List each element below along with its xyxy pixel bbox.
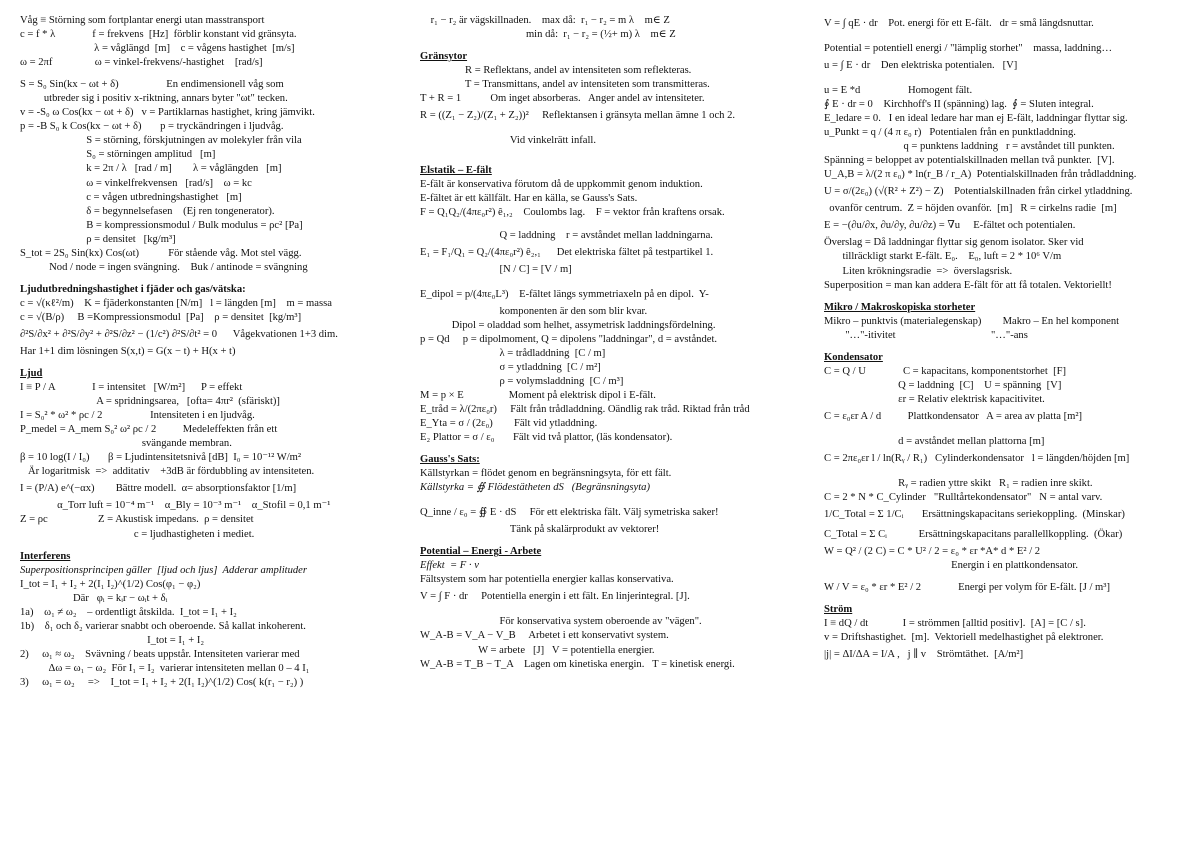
text-line: I ≡ dQ / dt I = strömmen [alltid positiv]. [A] = [C / s]. [824, 618, 1086, 630]
spacer [420, 148, 790, 156]
text-line: u = E *d Homogent fält. [824, 85, 973, 97]
text-line: c = √(B/ρ) B =Kompressionsmodul [Pa] ρ = densitet [kg/m³] [20, 311, 302, 323]
spacer [824, 573, 1196, 581]
text-line: σ = ytladdning [C / m²] [420, 361, 601, 373]
section-heading: Mikro / Makroskopiska storheter [824, 301, 976, 313]
text-line: Är logaritmisk => additativ +3dB är fördubbling av intensiteten. [20, 466, 315, 478]
text-line: c = √(κℓ²/m) K = fjäderkonstanten [N/m] l = längden [m] m = massa [20, 297, 332, 309]
spacer [420, 495, 790, 503]
text-line: T + R = 1 Om inget absorberas. Anger andel av intensiteter. [420, 93, 705, 105]
text-line: B = kompressionsmodul / Bulk modulus = ρc² [Pa] [20, 219, 303, 231]
text-line: E_Yta = σ / (2ε₀) Fält vid ytladdning. [420, 417, 598, 429]
text-line: Där φᵢ = kᵢr − ωᵢt + δᵢ [20, 592, 168, 604]
spacer [420, 156, 790, 164]
text-line: V = ∫ F · dr Potentiella energin i ett fält. En linjerintegral. [J]. [420, 591, 690, 603]
spacer [420, 445, 790, 453]
spacer [20, 359, 395, 367]
text-line: ω = vinkelfrekvensen [rad/s] ω = kc [20, 177, 252, 189]
text-line: S = störning, förskjutningen av molekyler från vila [20, 135, 302, 147]
text-line: v = Driftshastighet. [m]. Vektoriell medelhastighet på elektroner. [824, 632, 1104, 644]
text-line: ω = 2πf ω = vinkel-frekvens/-hastighet [rad/s] [20, 57, 263, 69]
text-line: E_dipol = p/(4πε₀L³) E-fältet längs symmetriaxeln på en dipol. Y- [420, 288, 709, 300]
text-line: Q = laddning [C] U = spänning [V] [824, 379, 1062, 391]
text-line: q = punktens laddning r = avståndet till punkten. [824, 141, 1115, 153]
text-line: E-fält är konservativa förutom då de uppkommit genom induktion. [420, 179, 703, 191]
text-line: Mikro – punktvis (materialegenskap) Makro – En hel komponent [824, 315, 1120, 327]
text-line: k = 2π / λ [rad / m] λ = våglängden [m] [20, 163, 282, 175]
text-line: p = -B S₀ k Cos(kx − ωt + δ) p = tryckändringen i ljudvåg. [20, 121, 284, 133]
text-line: I_tot = I₁ + I₂ [20, 634, 205, 646]
text-line: Ljudutbredningshastighet i fjäder och gas/vätska: [20, 283, 246, 295]
text-line: R = ((Z₁ − Z₂)/(Z₁ + Z₂))² Reflektansen i gränsyta mellan ämne 1 och 2. [420, 110, 736, 122]
text-line: Har 1+1 dim lösningen S(x,t) = G(x − t) + H(x + t) [20, 345, 236, 357]
spacer [20, 70, 395, 78]
section-heading: Ljud [20, 368, 43, 380]
text-line: F = Q₁Q₂/(4πε₀r²) ê₁,₂ Coulombs lag. F = vektor från kraftens orsak. [420, 207, 725, 219]
spacer [420, 221, 790, 229]
text-line: W = arbete [J] V = potentiella energier. [420, 644, 655, 656]
text-line: ∂²S/∂x² + ∂²S/∂y² + ∂²S/∂z² − (1/c²) ∂²S/∂t² = 0 Vågekvationen 1+3 dim. [20, 328, 338, 340]
text-line: ∮ E · dr = 0 Kirchhoff's II (spänning) lag. ∮ = Sluten integral. [824, 99, 1094, 111]
spacer [824, 427, 1196, 435]
spacer [824, 595, 1196, 603]
text-line: tillräckligt starkt E-fält. E₀. E₀, luft = 2 * 10⁶ V/m [824, 251, 1062, 263]
spacer [420, 42, 790, 50]
text-line: Nod / node = ingen svängning. Buk / antinode = svängning [20, 261, 308, 273]
text-line: W = Q² / (2 C) = C * U² / 2 = ε₀ * εr *A* d * E² / 2 [824, 546, 1041, 558]
text-line: δ = begynnelsefasen (Ej ren tongenerator). [20, 205, 275, 217]
spacer [824, 76, 1196, 84]
text-line: U_A,B = λ/(2 π ε₀) * ln(r_B / r_A) Potentialskillnaden från trådladdning. [824, 169, 1137, 181]
text-line: W / V = ε₀ * εr * E² / 2 Energi per volym för E-fält. [J / m³] [824, 582, 1110, 594]
text-line: ovanför centrum. Z = höjden ovanför. [m] R = cirkelns radie [m] [824, 203, 1117, 215]
text-line: Källstyrka = ∯ Flödestätheten dS (Begränsningsyta) [420, 482, 651, 494]
text-line: R = Reflektans, andel av intensiteten som reflekteras. [420, 65, 692, 77]
text-line: P_medel = A_mem S₀² ω² ρc / 2 Medeleffekten från ett [20, 424, 278, 436]
text-line: U = σ/(2ε₀) (√(R² + Z²) − Z) Potentialskillnaden från cirkel ytladdning. [824, 186, 1133, 198]
text-line: V = ∫ qE · dr Pot. energi för ett E-fält. dr = små längdsnuttar. [824, 18, 1094, 29]
text-line: E₁ = F₁/Q₁ = Q₂/(4πε₀r²) ê₂,₁ Det elektriska fältet på testpartikel 1. [420, 246, 714, 258]
text-line: Dipol = oladdad som helhet, assymetrisk laddningsfördelning. [420, 319, 716, 331]
text-line: Våg ≡ Störning som fortplantar energi utan masstransport [20, 15, 265, 26]
text-line: v = -S₀ ω Cos(kx − ωt + δ) v = Partiklarnas hastighet, kring jämvikt. [20, 107, 315, 119]
column-left [20, 14, 395, 690]
section-heading: Gränsytor [420, 51, 468, 63]
section-heading: Ström [824, 604, 853, 616]
text-line: E_ledare = 0. I en ideal ledare har man ej E-fält, laddningar flyttar sig. [824, 113, 1128, 125]
text-line: Källstyrkan = flödet genom en begränsningsyta, för ett fält. [420, 468, 672, 480]
text-line: β = 10 log(I / I₀) β = Ljudintensitetsnivå [dB] I₀ = 10⁻¹² W/m² [20, 452, 302, 464]
text-line: [N / C] = [V / m] [420, 263, 572, 275]
spacer [420, 607, 790, 615]
text-line: C = 2πε₀εr l / ln(Rᵧ / R₁) Cylinderkondensator l = längden/höjden [m] [824, 452, 1130, 464]
text-line: c = ljudhastigheten i mediet. [20, 528, 255, 540]
column-middle [420, 14, 790, 672]
text-line: Liten krökningsradie => överslagsrisk. [824, 265, 1013, 277]
text-line: M = p × E Moment på elektrisk dipol i E-fält. [420, 389, 656, 401]
text-line: λ = våglängd [m] c = vågens hastighet [m/s] [20, 43, 295, 55]
text-line: komponenten är den som blir kvar. [420, 305, 648, 317]
spacer [420, 537, 790, 545]
text-line: C = 2 * N * C_Cylinder "Rulltårtekondensator" N = antal varv. [824, 492, 1103, 504]
column-right [824, 14, 1196, 665]
text-line: T = Transmittans, andel av intensiteten som transmitteras. [420, 79, 710, 91]
text-line: Superposition = man kan addera E-fält för att få totalen. Vektoriellt! [824, 279, 1112, 291]
text-line: u = ∫ E · dr Den elektriska potentialen. [V] [824, 60, 1018, 72]
text-line: S₀ = störningen amplitud [m] [20, 149, 216, 161]
text-line: S = S₀ Sin(kx − ωt + δ) En endimensionell våg som [20, 79, 284, 91]
text-line: ρ = volymsladdning [C / m³] [420, 375, 624, 387]
text-line: λ = trådladdning [C / m] [420, 347, 606, 359]
text-line: A = spridningsarea, [ofta= 4πr² (sfäriskt)] [20, 396, 280, 408]
text-line: S_tot = 2S₀ Sin(kx) Cos(ωt) För stående våg. Mot stel vägg. [20, 247, 302, 259]
text-line: C = Q / U C = kapacitans, komponentstorhet [F] [824, 365, 1067, 377]
text-line: εr = Relativ elektrisk kapacitivitet. [824, 393, 1045, 405]
text-line: Överslag = Då laddningar flyttar sig genom isolator. Sker vid [824, 237, 1084, 249]
text-line: Tänk på skalärprodukt av vektorer! [420, 524, 660, 536]
text-line: C_Total = Σ Cᵢ Ersättningskapacitans parallellkoppling. (Ökar) [824, 529, 1123, 541]
text-line: E₂ Plattor = σ / ε₀ Fält vid två plattor, (läs kondensator). [420, 432, 673, 444]
text-line: Δω = ω₁ − ω₂ För I₁ = I₂ varierar intensiteten mellan 0 – 4 I₁ [20, 662, 310, 674]
text-line: svängande membran. [20, 438, 232, 450]
spacer [824, 469, 1196, 477]
spacer [824, 293, 1196, 301]
text-line: p = Qd p = dipolmoment, Q = dipolens "laddningar", d = avståndet. [420, 333, 718, 345]
text-line: r₁ − r₂ är vägskillnaden. max då: r₁ − r₂ = m λ m∈ Z [420, 15, 670, 26]
spacer [20, 275, 395, 283]
text-line: Spänning = beloppet av potentialskillnaden mellan två punkter. [V]. [824, 155, 1115, 167]
text-line: 1a) ω₁ ≠ ω₂ – ordentligt åtskilda. I_tot = I₁ + I₂ [20, 606, 237, 618]
section-heading: Gauss's Sats: [420, 454, 480, 466]
text-line: c = vågen utbredningshastighet [m] [20, 191, 242, 203]
text-line: 1b) δ₁ och δ₂ varierar snabbt och oberoende. Så kallat inkoherent. [20, 620, 306, 632]
text-line: Energin i en plattkondensator. [824, 560, 1079, 572]
text-line: I = (P/A) e^(−αx) Bättre modell. α= absorptionsfaktor [1/m] [20, 483, 297, 495]
text-line: E = −(∂u/∂x, ∂u/∂y, ∂u/∂z) = ∇u E-fältet och potentialen. [824, 220, 1076, 232]
text-line: Effekt = F · v [420, 560, 479, 572]
text-line: u_Punkt = q / (4 π ε₀ r) Potentialen från en punktladdning. [824, 127, 1076, 139]
text-line: C = ε₀εr A / d Plattkondensator A = area av platta [m²] [824, 410, 1083, 422]
spacer [420, 277, 790, 285]
text-line: 2) ω₁ ≈ ω₂ Svävning / beats uppstår. Intensiteten varierar med [20, 648, 300, 660]
text-line: Q = laddning r = avståndet mellan laddningarna. [420, 229, 713, 241]
spacer [20, 542, 395, 550]
section-heading: Elstatik – E-fält [420, 165, 492, 177]
text-line: c = f * λ f = frekvens [Hz] förblir konstant vid gränsyta. [20, 29, 297, 41]
text-line: Q_inne / ε₀ = ∯ E · dS För ett elektriska fält. Välj symetriska saker! [420, 507, 719, 519]
text-line: α_Torr luft = 10⁻⁴ m⁻¹ α_Bly = 10⁻³ m⁻¹ α_Stofil = 0,1 m⁻¹ [20, 500, 331, 512]
spacer [420, 126, 790, 134]
text-line: Vid vinkelrätt infall. [420, 135, 597, 147]
text-line: Superpositionsprincipen gäller [ljud och ljus] Adderar amplituder [20, 564, 308, 576]
section-heading: Kondensator [824, 351, 883, 363]
text-line: "…"-itivitet "…"-ans [824, 329, 1028, 341]
text-line: min då: r₁ − r₂ = (½+ m) λ m∈ Z [420, 29, 676, 41]
text-line: E_tråd = λ/(2πε₀r) Fält från trådladdning. Oändlig rak tråd. Riktad från tråd [420, 403, 750, 415]
text-line: I_tot = I₁ + I₂ + 2(I₁ I₂)^(1/2) Cos(φ₁ − φ₂) [20, 578, 201, 590]
text-line: För konservativa system oberoende av "vägen". [420, 616, 702, 628]
section-heading: Interferens [20, 550, 71, 562]
text-line: Rᵧ = radien yttre skikt R₁ = radien inre skikt. [824, 477, 1093, 489]
text-line: I = S₀² * ω² * ρc / 2 Intensiteten i en ljudvåg. [20, 410, 255, 422]
text-line: |j| = ΔI/ΔA = I/A , j ∥ v Strömtäthet. [A/m²] [824, 649, 1024, 661]
text-line: I ≡ P / A I = intensitet [W/m²] P = effekt [20, 382, 243, 394]
spacer [824, 343, 1196, 351]
text-line: ρ = densitet [kg/m³] [20, 233, 176, 245]
text-line: W_A-B = V_A − V_B Arbetet i ett konservativt system. [420, 630, 669, 642]
text-line: utbreder sig i positiv x-riktning, annars byter "ωt" tecken. [20, 93, 288, 105]
text-line: Potential = potentiell energi / "lämplig storhet" massa, laddning… [824, 43, 1113, 54]
spacer [824, 34, 1196, 42]
text-line: Fältsystem som har potentiella energier kallas konservativa. [420, 574, 674, 586]
text-line: E-fältet är ett källfält. Har en källa, se Gauss's Sats. [420, 193, 638, 205]
text-line: W_A-B = T_B − T_A Lagen om kinetiska energin. T = kinetisk energi. [420, 658, 735, 670]
text-line: d = avståndet mellan plattorna [m] [824, 435, 1045, 447]
section-heading: Potential – Energi - Arbete [420, 546, 542, 558]
text-line: 1/C_Total = Σ 1/Cᵢ Ersättningskapacitans seriekoppling. (Minskar) [824, 509, 1125, 521]
text-line: 3) ω₁ = ω₂ => I_tot = I₁ + I₂ + 2(I₁ I₂)^(1/2) Cos( k(r₁ − r₂) ) [20, 676, 304, 688]
text-line: Z = ρc Z = Akustisk impedans. ρ = densitet [20, 514, 254, 526]
